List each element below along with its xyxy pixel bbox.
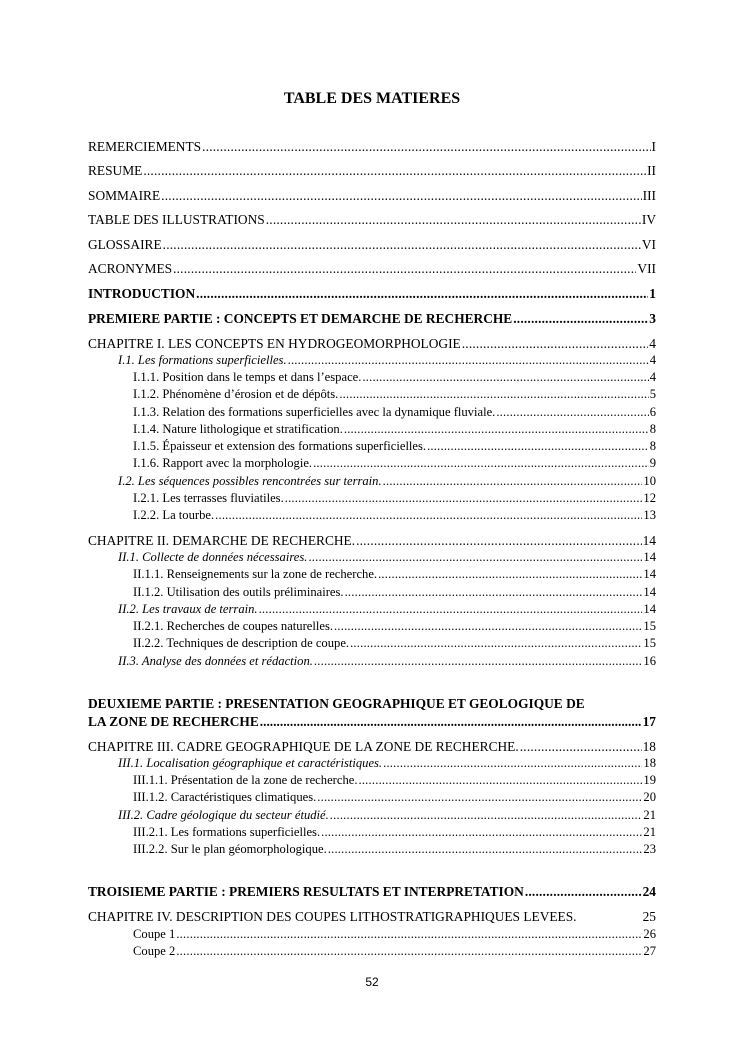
toc-leader-dots xyxy=(176,927,642,942)
toc-entry-page: 13 xyxy=(643,508,656,522)
toc-entry-page: 26 xyxy=(643,927,656,941)
toc-entry-title: II.2.2. Techniques de description de coupe. xyxy=(133,636,350,650)
toc-entry[interactable] xyxy=(88,567,656,582)
toc-entry-title-line1: DEUXIEME PARTIE : PRESENTATION GEOGRAPHIQUE ET GEOLOGIQUE DE xyxy=(88,696,585,711)
toc-entry[interactable] xyxy=(88,533,656,549)
toc-entry-title: ACRONYMES xyxy=(88,261,173,276)
toc-entry-title: Coupe 1 xyxy=(133,927,176,941)
toc-entry-page: 19 xyxy=(643,773,656,787)
toc-entry-title: III.2.2. Sur le plan géomorphologique. xyxy=(133,842,327,856)
toc-entry-title: I.1.2. Phénomène d’érosion et de dépôts. xyxy=(133,387,339,401)
toc-entry-page: VI xyxy=(641,237,656,252)
toc-entry[interactable] xyxy=(88,909,656,925)
toc-leader-dots xyxy=(260,713,642,731)
toc-entry[interactable] xyxy=(88,286,656,302)
toc-leader-dots xyxy=(143,163,646,179)
toc-leader-dots xyxy=(513,311,648,327)
toc-entry[interactable] xyxy=(88,237,656,253)
toc-entry-title: RESUME xyxy=(88,163,143,178)
toc-entry-title: INTRODUCTION xyxy=(88,286,196,301)
toc-entry-page: 21 xyxy=(643,825,656,839)
toc-entry-title: CHAPITRE III. CADRE GEOGRAPHIQUE DE LA ZONE DE RECHERCHE. xyxy=(88,739,519,754)
toc-entry-title: CHAPITRE I. LES CONCEPTS EN HYDROGEOMORPHOLOGIE xyxy=(88,336,461,351)
toc-entry-page: 4 xyxy=(649,370,656,384)
toc-entry-title: II.1.2. Utilisation des outils préliminaires. xyxy=(133,585,344,599)
toc-leader-dots xyxy=(314,654,642,669)
toc-entry[interactable] xyxy=(88,439,656,454)
toc-leader-dots xyxy=(321,825,642,840)
toc-entry[interactable] xyxy=(88,585,656,600)
toc-entry[interactable] xyxy=(88,927,656,942)
toc-entry-page: I xyxy=(651,139,656,154)
toc-entry-title: II.1. Collecte de données nécessaires. xyxy=(118,550,308,564)
toc-leader-dots xyxy=(266,212,641,228)
toc-entry[interactable] xyxy=(88,336,656,352)
toc-entry-page: 10 xyxy=(643,474,656,488)
toc-entry-page: 14 xyxy=(643,585,656,599)
toc-entry[interactable] xyxy=(88,261,656,277)
toc-entry-title: III.1.2. Caractéristiques climatiques. xyxy=(133,790,317,804)
toc-entry-title: III.1. Localisation géographique et caractéristiques. xyxy=(118,756,383,770)
page-title: TABLE DES MATIERES xyxy=(283,90,461,107)
toc-entry[interactable] xyxy=(88,508,656,523)
toc-entry[interactable] xyxy=(88,756,656,771)
toc-entry-title: TABLE DES ILLUSTRATIONS xyxy=(88,212,265,227)
toc-entry-page: 5 xyxy=(649,387,656,401)
toc-leader-dots xyxy=(173,261,636,277)
toc-entry-page: IV xyxy=(641,212,656,227)
toc-leader-dots xyxy=(525,884,642,900)
toc-leader-dots xyxy=(176,944,642,959)
toc-entry[interactable] xyxy=(88,311,656,327)
toc-entry-title: I.1.1. Position dans le temps et dans l’espace. xyxy=(133,370,362,384)
toc-entry-page: 3 xyxy=(649,311,656,326)
toc-entry-page: 27 xyxy=(643,944,656,958)
toc-entry-page: 25 xyxy=(642,909,656,924)
toc-entry-title: GLOSSAIRE xyxy=(88,237,162,252)
toc-entry[interactable] xyxy=(88,139,656,155)
toc-entry[interactable] xyxy=(88,387,656,402)
toc-entry-title: II.3. Analyse des données et rédaction. xyxy=(118,654,313,668)
toc-entry-title: I.1.3. Relation des formations superficielles avec la dynamique fluviale. xyxy=(133,405,496,419)
toc-entry-title: I.2.2. La tourbe. xyxy=(133,508,215,522)
toc-entry[interactable] xyxy=(88,405,656,420)
toc-leader-dots xyxy=(215,508,642,523)
toc-leader-dots xyxy=(334,619,642,634)
toc-leader-dots xyxy=(161,188,641,204)
toc-entry[interactable] xyxy=(88,654,656,669)
toc-entry-page: 14 xyxy=(643,567,656,581)
toc-entry-page: III xyxy=(642,188,656,203)
toc-entry[interactable] xyxy=(88,353,656,368)
toc-entry-title: I.2. Les séquences possibles rencontrées sur terrain. xyxy=(118,474,382,488)
toc-leader-dots xyxy=(317,790,642,805)
toc-entry[interactable] xyxy=(88,212,656,228)
toc-entry-title: II.1.1. Renseignements sur la zone de recherche. xyxy=(133,567,378,581)
toc-entry-title: SOMMAIRE xyxy=(88,188,161,203)
toc-leader-dots xyxy=(356,533,642,549)
toc-entry[interactable] xyxy=(88,163,656,179)
toc-entry[interactable] xyxy=(88,944,656,959)
toc-leader-dots xyxy=(496,405,648,420)
toc-entry-title-line2: LA ZONE DE RECHERCHE xyxy=(88,714,259,729)
toc-entry-page: 8 xyxy=(649,422,656,436)
toc-entry[interactable] xyxy=(88,550,656,565)
toc-entry-page: 14 xyxy=(643,602,656,616)
toc-entry-title: I.1.5. Épaisseur et extension des formations superficielles. xyxy=(133,439,427,453)
toc-entry-page: 15 xyxy=(643,636,656,650)
toc-entry-page: 4 xyxy=(649,353,656,367)
toc-entry-page: 20 xyxy=(643,790,656,804)
toc-entry-title: III.1.1. Présentation de la zone de recherche. xyxy=(133,773,358,787)
toc-entry-title: CHAPITRE IV. DESCRIPTION DES COUPES LITHOSTRATIGRAPHIQUES LEVEES. xyxy=(88,909,577,924)
toc-entry[interactable] xyxy=(88,474,656,489)
toc-entry-page: 15 xyxy=(643,619,656,633)
toc-leader-dots xyxy=(196,286,648,302)
toc-entry[interactable] xyxy=(88,773,656,788)
toc-entry[interactable] xyxy=(88,370,656,385)
toc-entry[interactable] xyxy=(88,842,656,857)
toc-leader-dots xyxy=(378,567,642,582)
toc-leader-dots xyxy=(345,585,643,600)
toc-leader-dots xyxy=(427,439,649,454)
toc-entry[interactable] xyxy=(88,825,656,840)
toc-entry-page: 6 xyxy=(649,405,656,419)
toc-entry[interactable] xyxy=(88,188,656,204)
toc-entry-title: III.2. Cadre géologique du secteur étudié. xyxy=(118,808,329,822)
toc-entry-title: Coupe 2 xyxy=(133,944,176,958)
toc-entry[interactable] xyxy=(88,636,656,651)
toc-leader-dots xyxy=(383,756,642,771)
toc-entry-title: III.2.1. Les formations superficielles. xyxy=(133,825,321,839)
toc-leader-dots xyxy=(330,808,643,823)
toc-leader-dots xyxy=(288,353,649,368)
toc-leader-dots xyxy=(285,491,643,506)
toc-leader-dots xyxy=(462,336,649,352)
toc-leader-dots xyxy=(350,636,642,651)
toc-entry-title: II.2.1. Recherches de coupes naturelles. xyxy=(133,619,334,633)
toc-leader-dots xyxy=(328,842,643,857)
toc-entry[interactable] xyxy=(88,422,656,437)
toc-leader-dots xyxy=(313,456,649,471)
toc-entry-page: II xyxy=(647,163,656,178)
toc-entry-page: 18 xyxy=(642,739,656,754)
toc-entry-page: 12 xyxy=(643,491,656,505)
toc-leader-dots xyxy=(339,387,648,402)
toc-entry-page: 24 xyxy=(642,884,656,899)
toc-leader-dots xyxy=(383,474,643,489)
toc-entry-title: I.2.1. Les terrasses fluviatiles. xyxy=(133,491,284,505)
toc-entry[interactable] xyxy=(88,884,656,900)
toc-entry-page: 1 xyxy=(649,286,656,301)
toc-entry-page: 21 xyxy=(643,808,656,822)
toc-entry[interactable] xyxy=(88,808,656,823)
toc-entry[interactable] xyxy=(88,790,656,805)
toc-entry-page: 4 xyxy=(649,336,656,351)
toc-entry-page: 23 xyxy=(643,842,656,856)
toc-entry[interactable] xyxy=(88,739,656,755)
toc-entry-title: II.2. Les travaux de terrain. xyxy=(118,602,258,616)
toc-entry[interactable] xyxy=(88,602,656,617)
toc-entry-page: 18 xyxy=(643,756,656,770)
toc-entry-page: 9 xyxy=(649,456,656,470)
toc-entry-page: 14 xyxy=(642,533,656,548)
toc-leader-dots xyxy=(259,602,643,617)
toc-entry-deuxieme-partie[interactable] xyxy=(88,695,656,731)
toc-leader-dots xyxy=(202,139,650,155)
toc-leader-dots xyxy=(358,773,642,788)
toc-leader-dots xyxy=(308,550,642,565)
toc-entry-title: REMERCIEMENTS xyxy=(88,139,202,154)
toc-entry-page: 8 xyxy=(649,439,656,453)
toc-entry-title: I.1.6. Rapport avec la morphologie. xyxy=(133,456,313,470)
toc-entry-page: 14 xyxy=(643,550,656,564)
page-number: 52 xyxy=(365,975,379,989)
toc-entry-title: PREMIERE PARTIE : CONCEPTS ET DEMARCHE DE RECHERCHE xyxy=(88,311,513,326)
toc-leader-dots xyxy=(163,237,641,253)
toc-leader-dots xyxy=(520,739,642,755)
toc-entry-page: 17 xyxy=(642,714,656,729)
toc-entry-page: VII xyxy=(637,261,656,276)
toc-entry-title: CHAPITRE II. DEMARCHE DE RECHERCHE. xyxy=(88,533,356,548)
toc-entry[interactable] xyxy=(88,456,656,471)
toc-entry[interactable] xyxy=(88,619,656,634)
toc-entry-title: I.1. Les formations superficielles. xyxy=(118,353,287,367)
toc-entry-title: I.1.4. Nature lithologique et stratification. xyxy=(133,422,343,436)
toc-entry[interactable] xyxy=(88,491,656,506)
toc-leader-dots xyxy=(362,370,648,385)
toc-leader-dots xyxy=(344,422,649,437)
toc-entry-page: 16 xyxy=(643,654,656,668)
toc-entry-title: TROISIEME PARTIE : PREMIERS RESULTATS ET INTERPRETATION xyxy=(88,884,524,899)
